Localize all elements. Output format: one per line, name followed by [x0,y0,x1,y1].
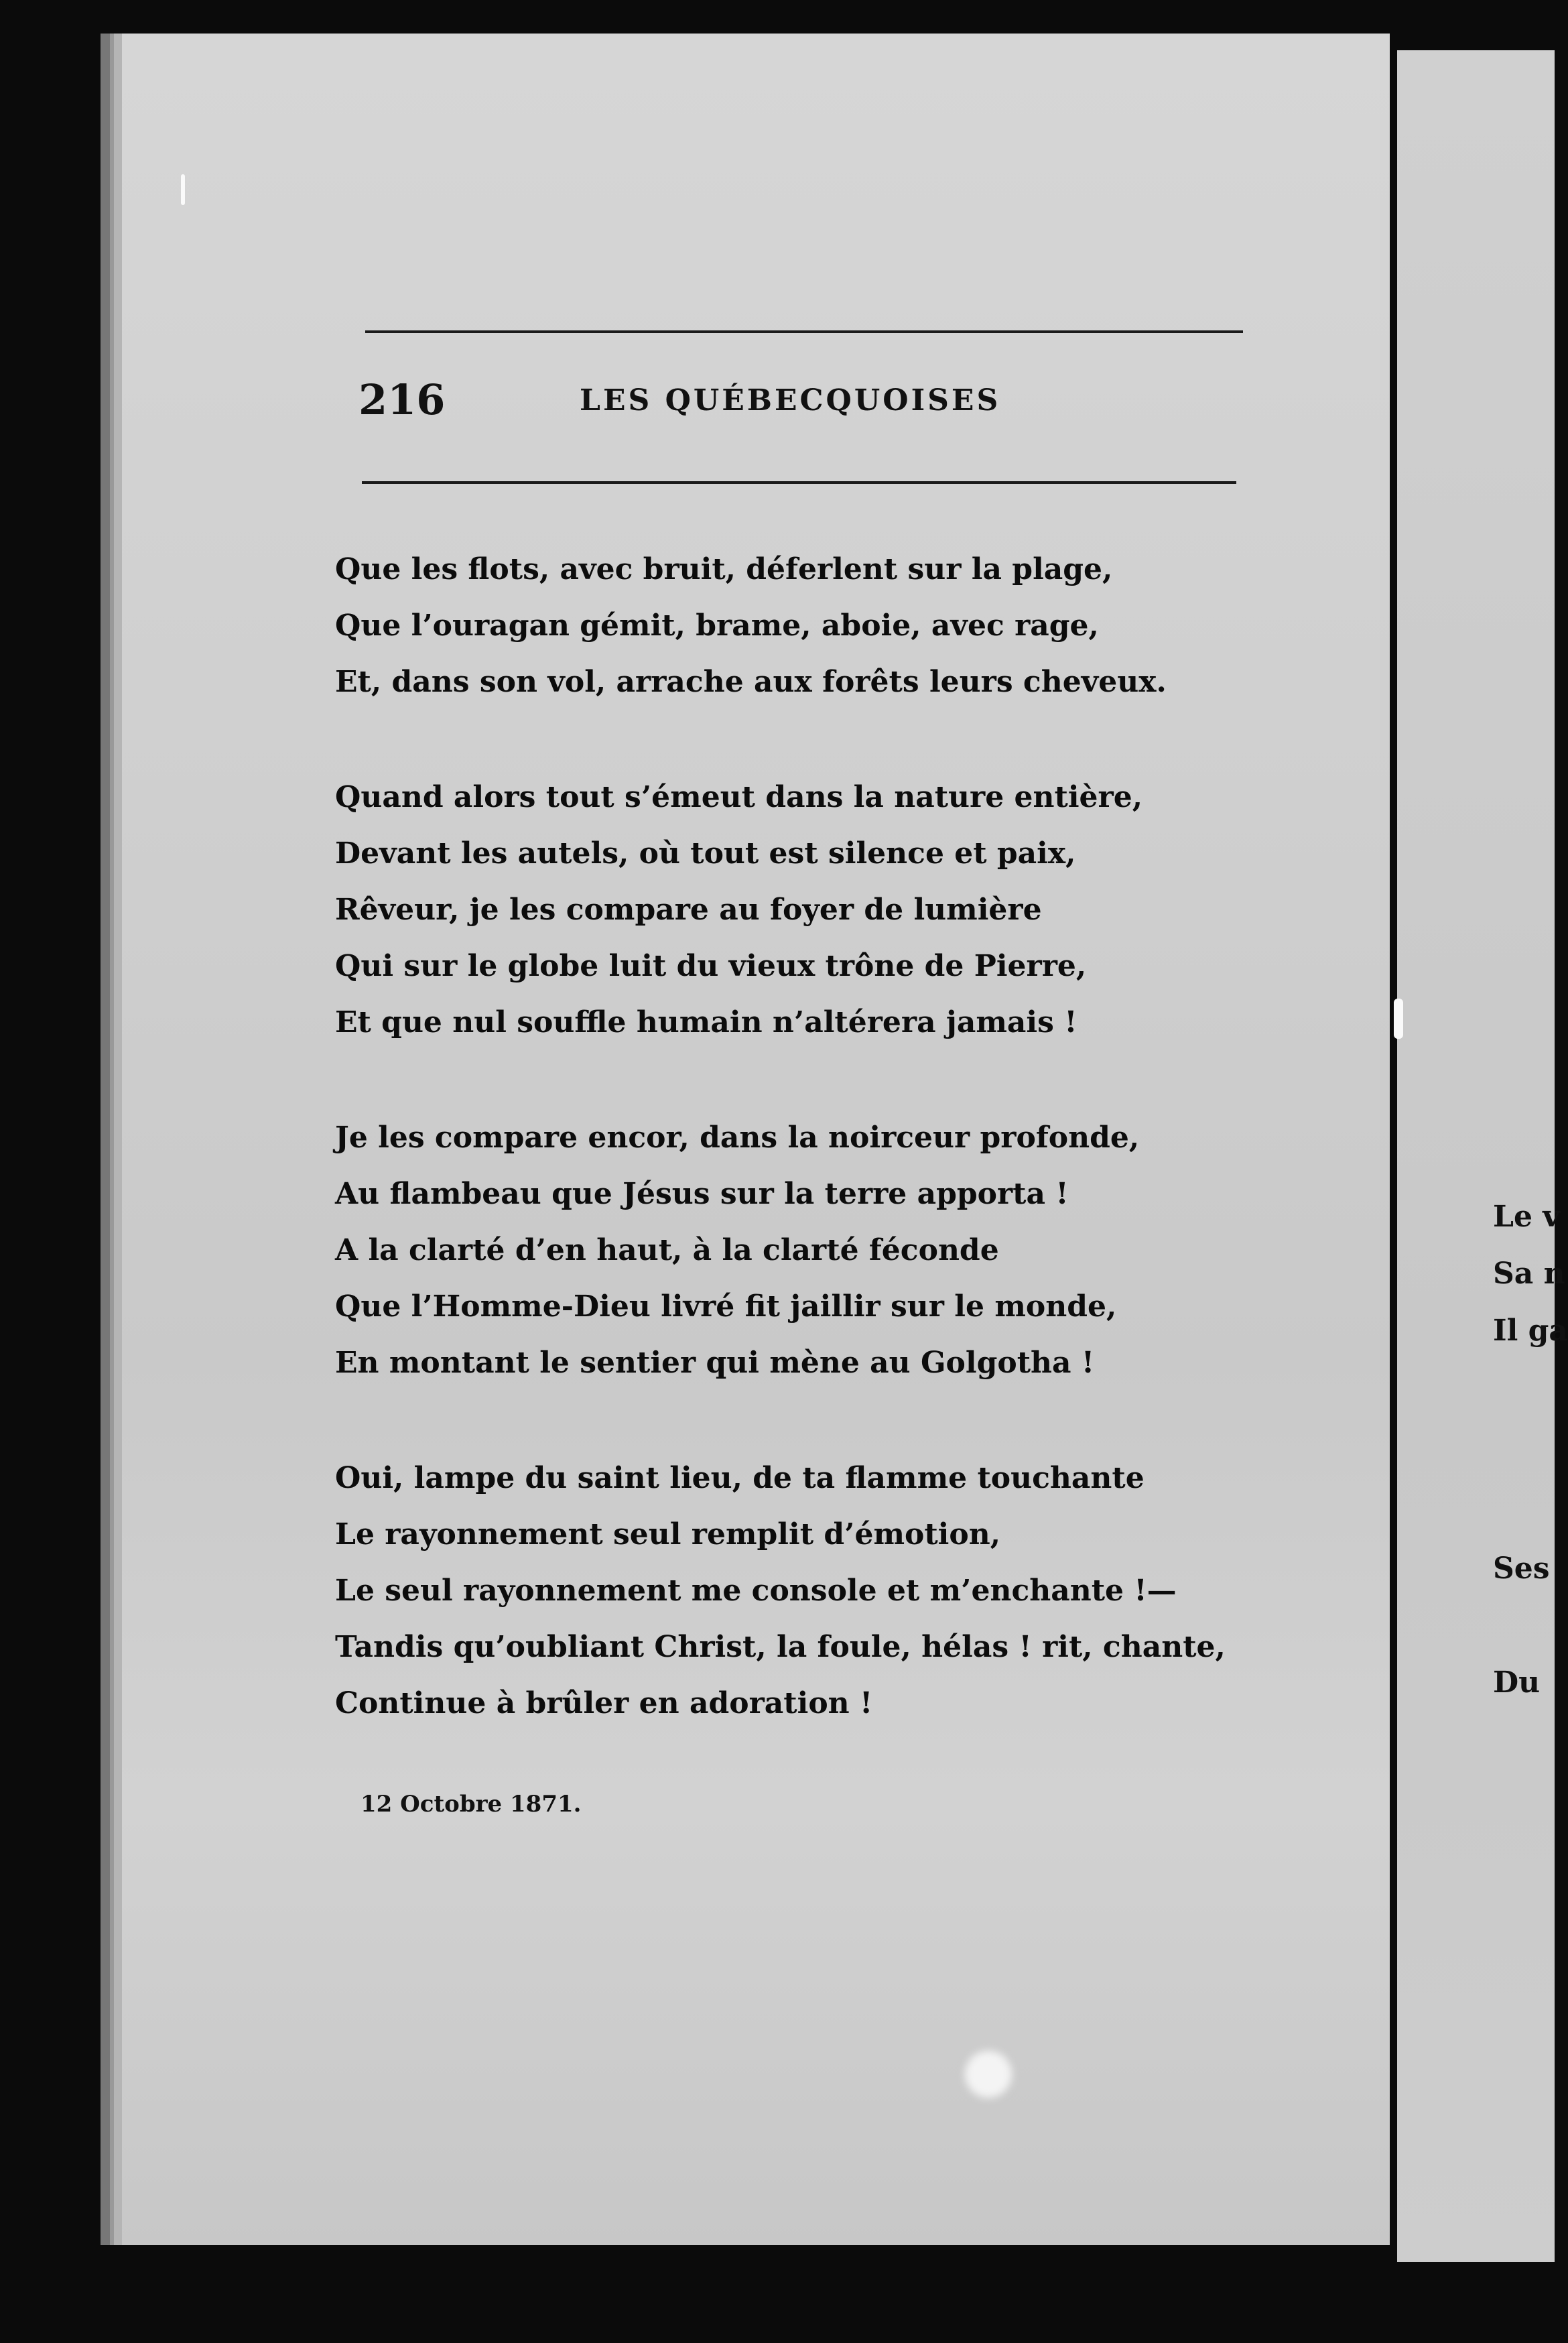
poem-line: Rêveur, je les compare au foyer de lumière [335,893,1042,927]
poem-line: Le rayonnement seul remplit d’émotion, [335,1517,1001,1552]
poem-line: Que l’Homme-Dieu livré fit jaillir sur le monde, [335,1289,1117,1324]
poem-line: Et, dans son vol, arrache aux forêts leurs cheveux. [335,665,1167,699]
adjacent-page-fragment: Du [1493,1665,1541,1700]
adjacent-page-fragment: Ses [1493,1552,1550,1586]
adjacent-page [1397,50,1555,2262]
poem-line: Le seul rayonnement me console et m’enchante !— [335,1574,1177,1608]
stanza-3 [335,1110,1246,1391]
stanza-1 [335,542,1246,710]
poem-line: Devant les autels, où tout est silence et paix, [335,836,1076,871]
poem-line: Et que nul souffle humain n’altérera jamais ! [335,1005,1077,1039]
poem-line: Continue à brûler en adoration ! [335,1686,873,1720]
poem-line: A la clarté d’en haut, à la clarté féconde [335,1233,999,1267]
header-rule-bottom [362,481,1236,484]
stanza-2 [335,769,1246,1051]
poem-line: Je les compare encor, dans la noirceur profonde, [335,1121,1140,1155]
poem-line: Quand alors tout s’émeut dans la nature entière, [335,780,1143,814]
poem-line: En montant le sentier qui mène au Golgotha ! [335,1346,1095,1380]
stanza-4 [335,1450,1246,1732]
poem-date: 12 Octobre 1871. [361,1791,582,1818]
header-rule-top [365,330,1243,333]
scan-artifact-scratch [181,174,185,205]
running-title: LES QUÉBECQUOISES [580,383,1001,418]
poem-body [335,542,1246,1791]
poem-line: Que l’ouragan gémit, brame, aboie, avec rage, [335,609,1099,643]
scan-artifact-scratch [1394,999,1403,1039]
page-number: 216 [358,375,446,424]
adjacent-page-fragment: Sa n [1493,1257,1565,1291]
adjacent-page-fragment: Il ga [1493,1314,1568,1348]
scan-artifact-glare [965,2051,1012,2098]
poem-line: Tandis qu’oubliant Christ, la foule, hélas ! rit, chante, [335,1630,1226,1664]
poem-line: Oui, lampe du saint lieu, de ta flamme touchante [335,1461,1145,1495]
poem-line: Qui sur le globe luit du vieux trône de Pierre, [335,949,1087,983]
adjacent-page-fragment: Le v [1493,1200,1560,1234]
poem-line: Au flambeau que Jésus sur la terre apporta ! [335,1177,1069,1211]
poem-line: Que les flots, avec bruit, déferlent sur la plage, [335,552,1113,586]
page-header [358,375,1129,422]
